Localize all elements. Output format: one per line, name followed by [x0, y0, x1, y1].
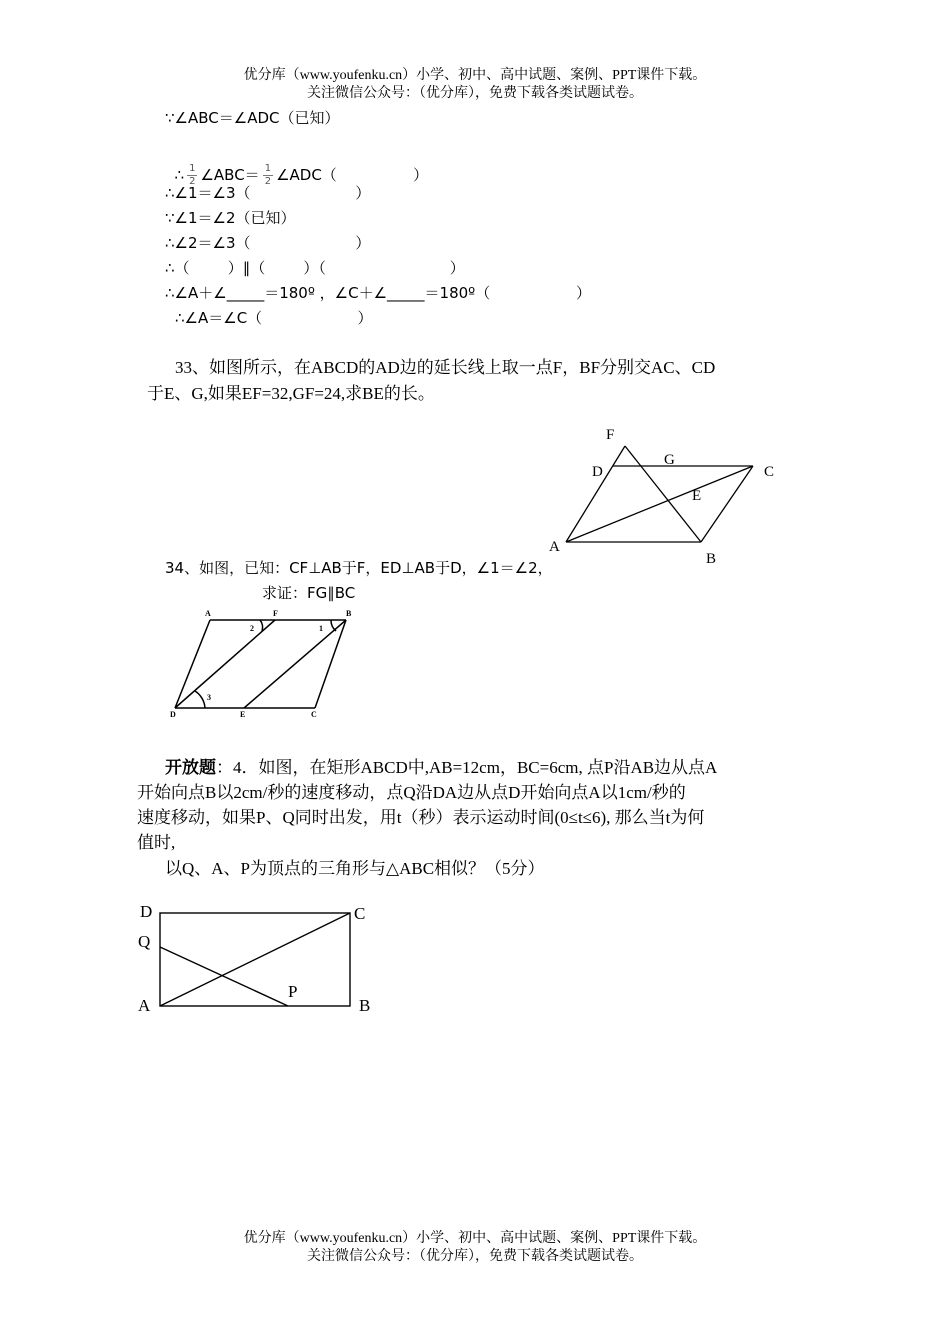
proof-line-7: ∴∠A＋∠_____＝180º ，∠C＋∠_____＝180º（ ） [165, 284, 592, 302]
label-B: B [346, 609, 352, 618]
fraction-numerator: 1 [264, 163, 272, 174]
line-AD [175, 620, 210, 708]
rectangle-abcd-figure [130, 895, 380, 1025]
side-BC [701, 466, 753, 542]
label-C: C [311, 710, 317, 719]
label-angle-2: 2 [250, 624, 254, 633]
label-B: B [706, 551, 717, 567]
q34-figure [165, 605, 365, 720]
label-Q: Q [138, 932, 151, 951]
page-header-line1: 优分库（www.youfenku.cn）小学、初中、高中试题、案例、PPT课件下载。 [243, 68, 707, 83]
segment-BF [625, 446, 701, 542]
angle-1-arc [331, 620, 336, 631]
open-question-line2: 开始向点B以2cm/秒的速度移动，点Q沿DA边从点D开始向点A以1cm/秒的 [137, 783, 686, 802]
proof-line-2 [165, 143, 428, 188]
label-D: D [140, 902, 153, 921]
proof-line-6: ∴（ ）∥（ ）（ ） [165, 259, 465, 277]
open-question-line5: 以Q、A、P为顶点的三角形与△ABC相似？（5分） [165, 859, 545, 878]
proof-line-4: ∵∠1＝∠2（已知） [165, 209, 296, 227]
open-question-line1 [165, 755, 717, 781]
label-A: A [205, 609, 211, 618]
proof-line-8: ∴∠A＝∠C（ ） [175, 309, 373, 327]
open-question-line1-text: ：4．如图，在矩形ABCD中,AB=12cm，BC=6cm, 点P沿AB边从点A [216, 758, 718, 777]
proof-line-5: ∴∠2＝∠3（ ） [165, 234, 371, 252]
label-B: B [359, 996, 371, 1015]
label-E: E [240, 710, 246, 719]
q33-text-line2: 于E、G,如果EF=32,GF=24,求BE的长。 [147, 384, 435, 403]
label-angle-3: 3 [207, 693, 211, 702]
page-header-line2: 关注微信公众号：（优分库），免费下载各类试题试卷。 [307, 86, 643, 101]
angle-3-arc [195, 691, 205, 708]
proof-line-2-prefix: ∴ [174, 166, 185, 184]
fraction-numerator: 1 [189, 163, 196, 174]
open-question-title: 开放题 [165, 758, 216, 778]
label-C: C [354, 904, 366, 923]
label-A: A [138, 996, 151, 1015]
label-P: P [288, 982, 298, 1001]
label-D: D [592, 464, 603, 480]
label-F: F [273, 609, 278, 618]
q34-text-line2: 求证：FG∥BC [262, 584, 356, 602]
q33-parallelogram-figure [540, 420, 800, 570]
angle-2-arc [260, 620, 263, 631]
proof-line-3: ∴∠1＝∠3（ ） [165, 184, 371, 202]
label-F: F [606, 427, 615, 443]
q33-text-line1: 33、如图所示，在ABCD的AD边的延长线上取一点F，BF分别交AC、CD [175, 358, 716, 377]
proof-line-2-suffix: ∠ADC（ ） [276, 166, 429, 184]
open-question-line3: 速度移动，如果P、Q同时出发，用t（秒）表示运动时间(0≤t≤6), 那么当t为何 [137, 808, 705, 827]
proof-line-1: ∵∠ABC＝∠ADC（已知） [165, 109, 340, 127]
label-D: D [170, 710, 176, 719]
page-footer-line2: 关注微信公众号：（优分库），免费下载各类试题试卷。 [307, 1249, 643, 1264]
proof-line-2-mid: ∠ABC＝ [200, 166, 260, 184]
open-question-line4: 值时, [137, 833, 176, 852]
q34-text-line1: 34、如图，已知：CF⊥AB于F，ED⊥AB于D，∠1＝∠2， [165, 559, 553, 577]
label-C: C [764, 464, 775, 480]
label-angle-1: 1 [319, 624, 323, 633]
label-A: A [549, 539, 560, 555]
fraction-denominator: 2 [264, 176, 272, 187]
page-footer-line1: 优分库（www.youfenku.cn）小学、初中、高中试题、案例、PPT课件下载。 [243, 1231, 707, 1246]
label-G: G [664, 452, 675, 468]
fraction-denominator: 2 [189, 176, 196, 187]
side-AD-extended-to-F [566, 446, 625, 542]
label-E: E [692, 488, 702, 504]
